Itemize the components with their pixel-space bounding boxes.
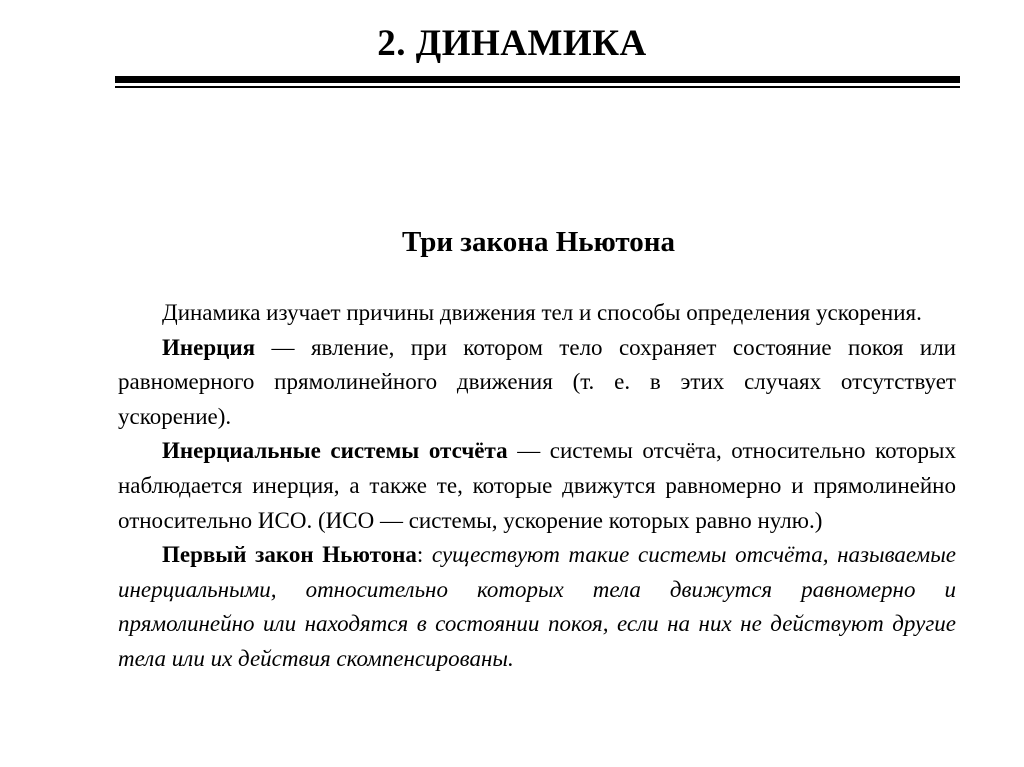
term-first-law: Первый закон Ньютона xyxy=(162,542,417,568)
paragraph-first-law xyxy=(118,538,956,676)
paragraph-dynamics xyxy=(118,296,956,331)
chapter-title: 2. ДИНАМИКА xyxy=(377,23,647,64)
paragraph-inertial-frames xyxy=(118,434,956,538)
paragraph-inertial-frames-text: — системы отсчёта, относительно которых наблюдается инерция, а также те, которые движутся равномерно и прямолинейно относительно ИСО. (ИСО — системы, ускорение которых равно нулю.) xyxy=(118,438,956,533)
term-inertial-frames: Инерциальные системы отсчёта xyxy=(162,438,508,464)
paragraph-inertia-text: — явление, при котором тело сохраняет состояние покоя или равномерного прямолинейного движения (т. е. в этих случаях отсутствует ускорение). xyxy=(118,334,956,429)
header-rule-thick xyxy=(115,76,960,83)
term-inertia: Инерция xyxy=(162,334,256,360)
header-rule-thin xyxy=(115,86,960,88)
section-title: Три закона Ньютона xyxy=(401,226,675,258)
first-law-colon: : xyxy=(416,542,432,568)
paragraph-dynamics-text: Динамика изучает причины движения тел и способы определения ускорения. xyxy=(162,300,922,325)
first-law-definition: существуют такие системы отсчёта, называемые инерциальными, относительно которых тела движутся равномерно и прямолинейно или находятся в состоянии покоя, если на них не действуют другие тела или их действия скомпенсированы. xyxy=(118,542,956,671)
body-text xyxy=(118,296,956,677)
paragraph-inertia xyxy=(118,331,956,435)
